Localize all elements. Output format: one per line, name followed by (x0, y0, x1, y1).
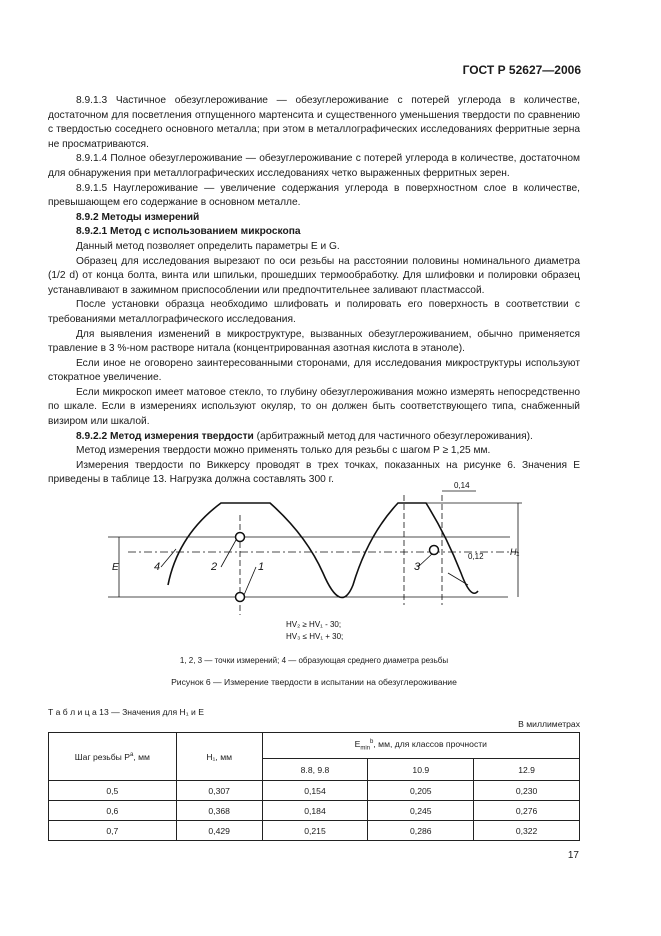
label-3: 3 (414, 561, 421, 573)
table-row: 0,6 0,368 0,184 0,245 0,276 (49, 801, 580, 821)
leader-3 (418, 553, 433, 567)
table-units: В миллиметрах (518, 719, 580, 729)
measurement-point-3 (430, 546, 439, 555)
table-title: Т а б л и ц а 13 — Значения для H₁ и E (48, 707, 204, 717)
header-class-109: 10.9 (368, 759, 474, 781)
values-table (48, 732, 580, 841)
paragraph-magnification: Если иное не оговорено заинтересованными сторонами, для исследования микроструктуры используют стократное увеличение. (48, 357, 580, 384)
label-4: 4 (154, 561, 161, 573)
figure-thread-profile (48, 475, 580, 655)
section-heading-8921: 8.9.2.1 Метод с использованием микроскопа (76, 226, 301, 238)
section-8922-text: (арбитражный метод для частичного обезуглероживания). (253, 430, 533, 442)
header-pitch: Шаг резьбы $P^a$, мм (49, 733, 177, 781)
paragraph-etching: Для выявления изменений в микроструктуре, вызванных обезуглероживанием, обычно применяется травление в 3 %-ном растворе нитала (концентрированная азотная кислота в этаноле). (48, 328, 580, 355)
label-h1: H₁ (510, 547, 520, 557)
paragraph-hardness-pitch: Метод измерения твердости можно применять только для резьбы с шагом P ≥ 1,25 мм. (76, 445, 491, 457)
section-heading-892: 8.9.2 Методы измерений (76, 211, 200, 223)
paragraph-8914: 8.9.1.4 Полное обезуглероживание — обезуглероживание с потерей углерода в количестве, достаточном для обнаружения при металлографических исследованиях четко выраженных ферритных зерен. (48, 153, 580, 179)
document-header: ГОСТ Р 52627—2006 (462, 63, 581, 77)
leader-1 (244, 567, 256, 595)
label-2: 2 (211, 561, 218, 573)
page-number: 17 (567, 850, 579, 861)
header-class-129: 12.9 (474, 759, 580, 781)
figure-caption: Рисунок 6 — Измерение твердости в испытании на обезуглероживание (171, 677, 457, 687)
formula-hv3: HV₃ ≤ HV₁ + 30; (286, 632, 344, 641)
measurement-point-1 (236, 593, 245, 602)
header-h1: H₁, мм (176, 733, 262, 781)
section-heading-8922: 8.9.2.2 Метод измерения твердости (76, 430, 254, 442)
label-e: E (112, 562, 119, 573)
paragraph-microscope-glass: Если микроскоп имеет матовое стекло, то глубину обезуглероживания можно измерять непосредственно по шкале. Если в измерениях используют окуляр, то он должен быть соответствующего типа, снабженный визиром или шкалой. (48, 386, 580, 428)
table-row: 0,7 0,429 0,215 0,286 0,322 (49, 821, 580, 841)
header-emin: $E_{min}^b$, мм, для классов прочности (262, 733, 579, 759)
paragraph-method-params: Данный метод позволяет определить параметры E и G. (76, 240, 340, 252)
formula-hv2: HV₂ ≥ HV₁ - 30; (286, 620, 342, 629)
body-text (48, 94, 580, 488)
label-012: 0,12 (468, 552, 484, 561)
table-row: 0,5 0,307 0,154 0,205 0,230 (49, 781, 580, 801)
label-1: 1 (258, 561, 265, 573)
figure-legend: 1, 2, 3 — точки измерений; 4 — образующая среднего диаметра резьбы (179, 656, 449, 665)
paragraph-8922 (48, 430, 580, 445)
paragraph-8913: 8.9.1.3 Частичное обезуглероживание — обезуглероживание с потерей углерода в количестве, достаточном для посветления отпущенного мартенсита и существенного уменьшения твердости по сравнению с твердостью соседнего основного металла; при этом в металлографических исследованиях ферритные зерна не просматриваются. (48, 95, 580, 150)
label-014: 0,14 (454, 481, 470, 490)
paragraph-8915: 8.9.1.5 Науглероживание — увеличение содержания углерода в поверхностном слое в количестве, превышающем его содержание в основном металле. (48, 182, 580, 209)
paragraph-sample-cutting: Образец для исследования вырезают по оси резьбы на расстоянии половины номинального диаметра (1/2 d) от конца болта, винта или шпильки, прошедших термообработку. Для шлифовки и полировки образец устанавливают в зажимном приспособлении или предпочтительнее заливают пластмассой. (48, 255, 580, 296)
leader-2 (221, 540, 236, 567)
paragraph-vickers: Измерения твердости по Виккерсу проводят в трех точках, показанных на рисунке 6. Значения E приведены в таблице 13. Нагрузка должна составлять 300 г. (48, 459, 580, 486)
dim-012 (448, 573, 468, 585)
measurement-point-2 (236, 533, 245, 542)
header-class-88: 8.8, 9.8 (262, 759, 368, 781)
paragraph-polishing: После установки образца необходимо шлифовать и полировать его поверхность в соответствии с требованиями металлографического исследования. (48, 299, 580, 325)
